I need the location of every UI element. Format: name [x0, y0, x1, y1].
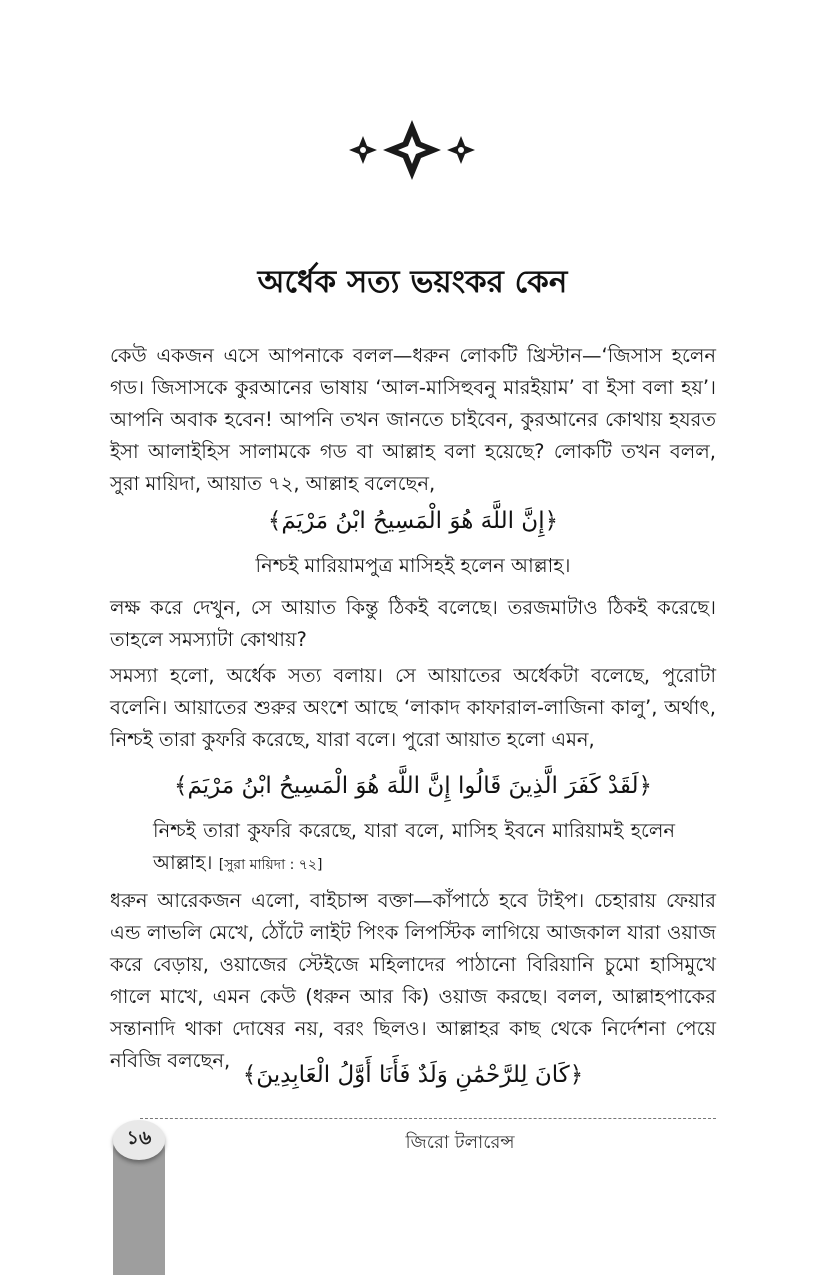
translation-text: নিশ্চই তারা কুফরি করেছে, যারা বলে, মাসিহ ইবনে মারিয়ামই হলেন আল্লাহ। [153, 819, 675, 874]
arabic-verse-2: ﴿لَقَدْ كَفَرَ الَّذِينَ قَالُوا إِنَّ اللَّهَ هُوَ الْمَسِيحُ ابْنُ مَرْيَمَ﴾ [173, 773, 653, 799]
diamond-star-ornament-icon [347, 118, 477, 182]
running-footer-title: জিরো টলারেন্স [405, 1132, 515, 1153]
paragraph-1: কেউ একজন এসে আপনাকে বলল—ধরুন লোকটি খ্রিস্টান—‘জিসাস হলেন গড। জিসাসকে কুরআনের ভাষায় ‘আল-মাসিহুবনু মারইয়াম’ বা ইসা বলা হয়’। আপনি অবাক হবেন! আপনি তখন জানতে চাইবেন, কুরআনের কোথায় হযরত ইসা আলাইহিস সালামকে গড বা আল্লাহ বলা হয়েছে? লোকটি তখন বলল, সুরা মায়িদা, আয়াত ৭২, আল্লাহ বলেছেন, [110, 344, 716, 495]
page-number: ১৬ [113, 1120, 165, 1160]
footer-divider [140, 1118, 716, 1119]
paragraph-2: লক্ষ করে দেখুন, সে আয়াত কিন্তু ঠিকই বলেছে। তরজমাটাও ঠিকই করেছে। তাহলে সমস্যাটা কোথায়? [110, 596, 716, 651]
verse-translation-1: নিশ্চই মারিয়ামপুত্র মাসিহই হলেন আল্লাহ। [255, 554, 571, 577]
verse-reference: [সুরা মায়িদা : ৭২] [218, 857, 323, 873]
paragraph-3: সমস্যা হলো, অর্ধেক সত্য বলায়। সে আয়াতের অর্ধেকটা বলেছে, পুরোটা বলেনি। আয়াতের শুরুর অংশে আছে ‘লাকাদ কাফারাল-লাজিনা কালু’, অর্থাৎ, নিশ্চই তারা কুফরি করেছে, যারা বলে। পুরো আয়াত হলো এমন, [110, 664, 716, 751]
chapter-title: অর্ধেক সত্য ভয়ংকর কেন [257, 264, 568, 300]
arabic-verse-3: ﴿كَانَ لِلرَّحْمَٰنِ وَلَدٌ فَأَنَا أَوَّلُ الْعَابِدِينَ﴾ [242, 1062, 584, 1088]
paragraph-4: ধরুন আরেকজন এলো, বাইচান্স বক্তা—কাঁপাঠে হবে টাইপ। চেহারায় ফেয়ার এন্ড লাভলি মেখে, ঠোঁটে লাইট পিংক লিপস্টিক লাগিয়ে আজকাল যারা ওয়াজ করে বেড়ায়, ওয়াজের স্টেইজে মহিলাদের পাঠানো বিরিয়ানি চুমো হাসিমুখে গালে মাখে, এমন কেউ (ধরুন আর কি) ওয়াজ করছে। বলল, আল্লাহপাকের সন্তানাদি থাকা দোষের নয়, বরং ছিলও। আল্লাহর কাছ থেকে নির্দেশনা পেয়ে নবিজি বলছেন, [110, 889, 716, 1072]
arabic-verse-1: ﴿إِنَّ اللَّهَ هُوَ الْمَسِيحُ ابْنُ مَرْيَمَ﴾ [267, 508, 559, 534]
verse-translation-2 [153, 815, 675, 881]
